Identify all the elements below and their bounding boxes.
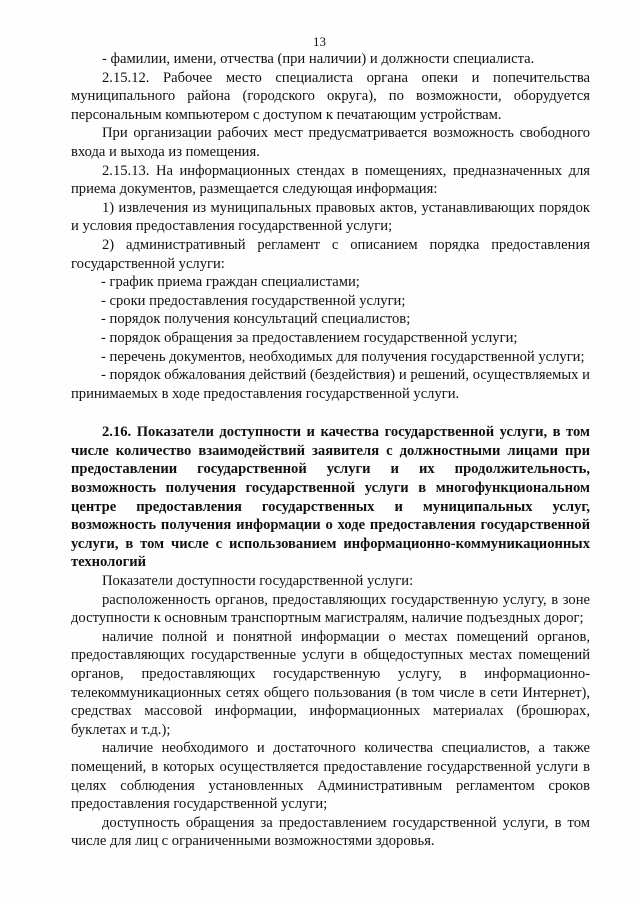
paragraph-specialists: наличие необходимого и достаточного количества специалистов, а также помещений, в которых осуществляется предоставление государственной услуги в целях соблюдения установленных Административным регламентом сроков предоставления государственной услуги; [71,740,590,813]
paragraph-information: наличие полной и понятной информации о местах помещений органов, предоставляющих государственные услуги в общедоступных местах помещений органов, предоставляющих государственную услугу, в информационно-телекоммуникационных сетях общего пользования (в том числе в сети Интернет), средствах массовой информации, информационных материалах (брошюрах, буклетах и т.д.); [71,628,590,738]
paragraph-2-15-12: 2.15.12. Рабочее место специалиста органа опеки и попечительства муниципального района (городского округа), по возможности, оборудуется персональным компьютером с доступом к печатающим устройствам. [71,69,590,123]
section-heading-2-16: 2.16. Показатели доступности и качества государственной услуги, в том числе количество взаимодействий заявителя с должностными лицами при предоставлении государственной услуги и их продолжительность, возможность получения государственной услуги в многофункциональном центре предоставления государственных и муниципальных услуг, возможность получения информации о ходе предоставления государственной услуги, в том числе с использованием информационно-коммуникационных технологий [71,424,590,571]
list-item-schedule: - график приема граждан специалистами; [101,274,360,291]
list-item-consultations: - порядок получения консультаций специалистов; [101,311,411,328]
paragraph-workplaces: При организации рабочих мест предусматривается возможность свободного входа и выхода из помещения. [71,125,590,160]
paragraph-2-15-13: 2.15.13. На информационных стендах в помещениях, предназначенных для приема документов, размещается следующая информация: [71,162,590,198]
list-item-terms: - сроки предоставления государственной услуги; [101,292,406,309]
paragraph-item-2: 2) административный регламент с описанием порядка предоставления государственной услуги: [71,236,590,272]
list-item-documents: - перечень документов, необходимых для получения государственной услуги; [101,348,585,365]
list-item-application-order: - порядок обращения за предоставлением государственной услуги; [101,329,518,346]
paragraph-accessibility: доступность обращения за предоставлением государственной услуги, в том числе для лиц с ограниченными возможностями здоровья. [71,814,590,850]
list-item-appeal: - порядок обжалования действий (бездействия) и решений, осуществляемых и принимаемых в ходе предоставления государственной услуги. [71,367,590,402]
paragraph-bullet-fio: - фамилии, имени, отчества (при наличии) и должности специалиста. [102,51,535,67]
section-gap [71,403,590,423]
page-number: 13 [313,34,326,49]
paragraph-indicators: Показатели доступности государственной услуги: [102,573,414,590]
paragraph-location: расположенность органов, предоставляющих государственную услугу, в зоне доступности к основным транспортным магистралям, наличие подъездных дорог; [71,591,590,627]
document-body [71,50,590,851]
paragraph-item-1: 1) извлечения из муниципальных правовых актов, устанавливающих порядок и условия предоставления государственной услуги; [71,199,590,235]
